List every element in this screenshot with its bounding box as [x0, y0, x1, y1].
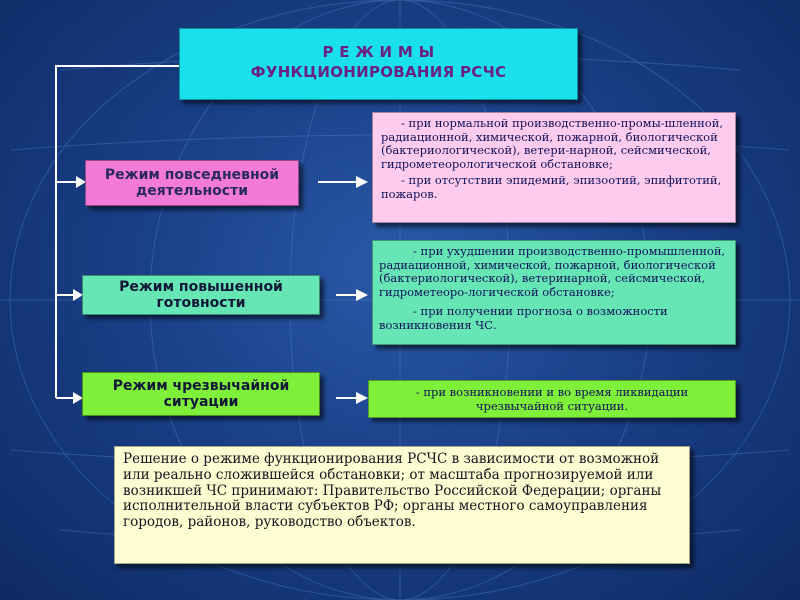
mode-everyday-label: Режим повседневной деятельности	[104, 167, 280, 199]
mode-emergency-box	[82, 372, 320, 416]
decision-note	[114, 446, 690, 564]
description-item: - при нормальной производственно-промы-шленной, радиационной, химической, пожарной, биологической (бактериологической), ветери-нарной, сейсмической, гидрометеорологической обстановке;	[381, 116, 724, 171]
mode-high-alert-label: Режим повышенной готовности	[119, 279, 283, 311]
description-item: - при возникновении и во время ликвидации чрезвычайной ситуации.	[415, 385, 689, 413]
mode-emergency-description	[368, 380, 736, 418]
description-item: - при отсутствии эпидемий, эпизоотий, эпифитотий, пожаров.	[381, 173, 722, 201]
mode-high-alert-box	[82, 275, 320, 315]
mode-emergency-label: Режим чрезвычайной ситуации	[112, 378, 290, 410]
title-line2: ФУНКЦИОНИРОВАНИЯ РСЧС	[250, 63, 507, 81]
title-box	[179, 28, 578, 100]
mode-everyday-description	[372, 112, 736, 223]
mode-everyday-box	[85, 160, 299, 206]
mode-high-alert-description	[372, 240, 736, 345]
description-item: - при ухудшении производственно-промышленной, радиационной, химической, пожарной, биологической (бактериологической), ветеринарной, сейсмической, гидрометеоро-логической обстановке;	[379, 244, 726, 299]
title-line1: Р Е Ж И М Ы	[322, 43, 435, 61]
description-item: - при получении прогноза о возможности возникновения ЧС.	[379, 304, 668, 332]
decision-text: Решение о режиме функционирования РСЧС в зависимости от возможной или реально сложившейся обстановки; от масштаба прогнозируемой или возникшей ЧС принимают: Правительство Российской Федерации; органы исполнительной власти субъектов РФ; органы местного самоуправления городов, районов, руководство объектов.	[123, 451, 662, 531]
